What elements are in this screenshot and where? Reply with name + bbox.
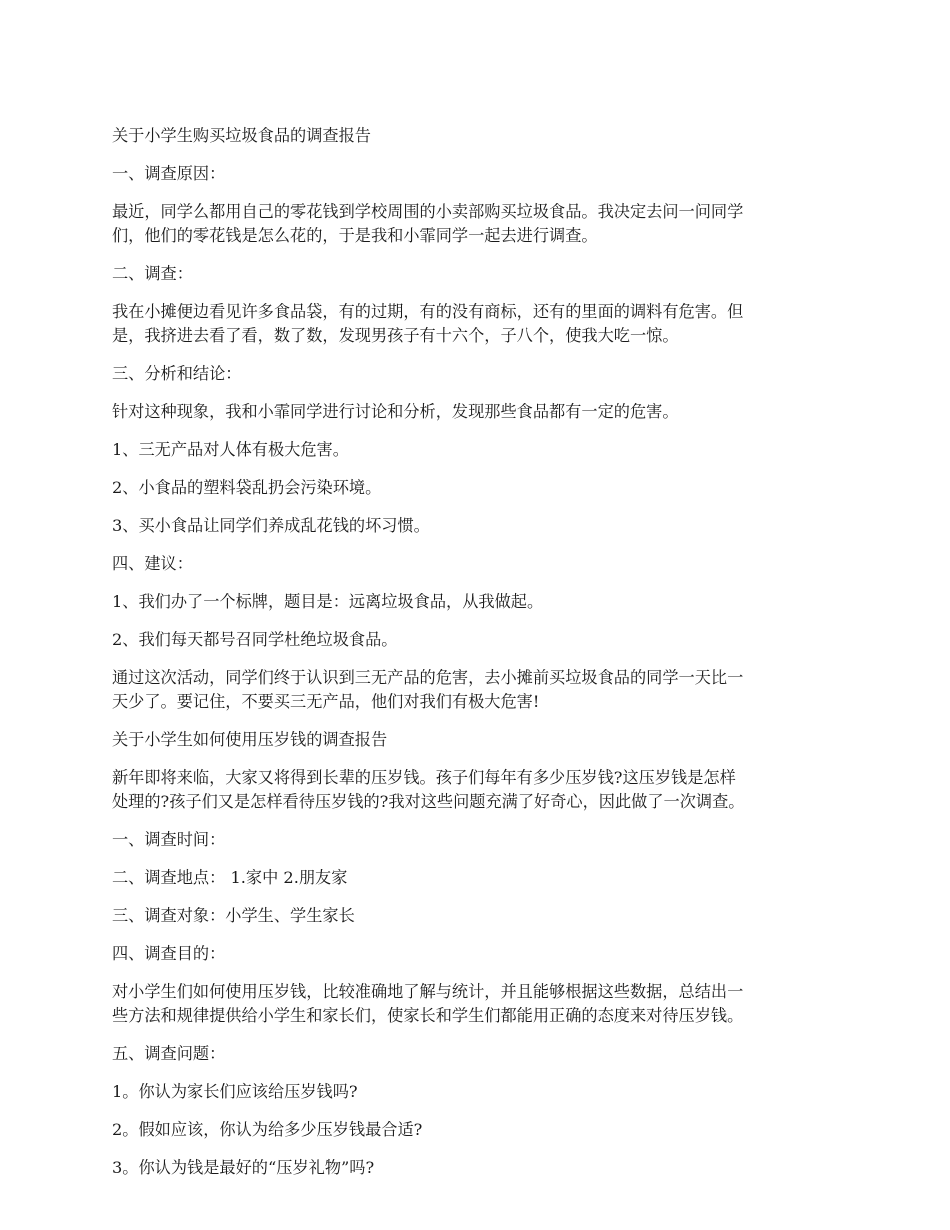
conclusion-line: 通过这次活动，同学们终于认识到三无产品的危害，去小摊前买垃圾食品的同学一天比一: [112, 668, 744, 687]
purpose-line: 对小学生们如何使用压岁钱，比较准确地了解与统计，并且能够根据这些数据，总结出一: [112, 982, 744, 1001]
list-item: 3、买小食品让同学们养成乱花钱的坏习惯。: [112, 516, 430, 535]
report1-title: 关于小学生购买垃圾食品的调查报告: [112, 126, 371, 145]
section3-intro: 针对这种现象，我和小霏同学进行讨论和分析，发现那些食品都有一定的危害。: [112, 402, 679, 421]
question-item: 1。你认为家长们应该给压岁钱吗?: [112, 1082, 358, 1101]
section2-paragraph: [112, 300, 842, 348]
conclusion-line: 天少了。要记住，不要买三无产品，他们对我们有极大危害!: [112, 692, 540, 711]
section2-line: 我在小摊便边看见许多食品袋，有的过期，有的没有商标，还有的里面的调料有危害。但: [112, 302, 744, 321]
intro-line: 处理的?孩子们又是怎样看待压岁钱的?我对这些问题充满了好奇心，因此做了一次调查。: [112, 792, 745, 811]
purpose-line: 些方法和规律提供给小学生和家长们，使家长和学生们都能用正确的态度来对待压岁钱。: [112, 1006, 744, 1025]
list-item: 2、我们每天都号召同学杜绝垃圾食品。: [112, 630, 398, 649]
section1-heading: 一、调查原因：: [112, 164, 226, 183]
section4-heading: 四、建议：: [112, 554, 193, 573]
purpose-paragraph: [112, 980, 842, 1028]
questions-heading: 五、调查问题：: [112, 1044, 226, 1063]
section2-heading: 二、调查：: [112, 264, 193, 283]
conclusion-paragraph: [112, 666, 842, 714]
section1-line: 们，他们的零花钱是怎么花的，于是我和小霏同学一起去进行调查。: [112, 226, 598, 245]
survey-subjects: 三、调查对象：小学生、学生家长: [112, 906, 355, 925]
list-item: 1、我们办了一个标牌，题目是：远离垃圾食品，从我做起。: [112, 592, 544, 611]
intro-line: 新年即将来临，大家又将得到长辈的压岁钱。孩子们每年有多少压岁钱?这压岁钱是怎样: [112, 768, 736, 787]
question-item: 3。你认为钱是最好的“压岁礼物”吗?: [112, 1158, 375, 1177]
section3-heading: 三、分析和结论：: [112, 364, 242, 383]
section1-paragraph: [112, 200, 842, 248]
section1-line: 最近，同学么都用自己的零花钱到学校周围的小卖部购买垃圾食品。我决定去问一问同学: [112, 202, 744, 221]
purpose-heading: 四、调查目的：: [112, 944, 226, 963]
report2-intro-paragraph: [112, 766, 842, 814]
report2-title: 关于小学生如何使用压岁钱的调查报告: [112, 730, 388, 749]
survey-time: 一、调查时间：: [112, 830, 226, 849]
survey-place: 二、调查地点： 1.家中 2.朋友家: [112, 868, 348, 887]
document-page: [112, 124, 842, 1194]
question-item: 2。假如应该，你认为给多少压岁钱最合适?: [112, 1120, 423, 1139]
section2-line: 是，我挤进去看了看，数了数，发现男孩子有十六个，子八个，使我大吃一惊。: [112, 326, 679, 345]
list-item: 2、小食品的塑料袋乱扔会污染环境。: [112, 478, 382, 497]
list-item: 1、三无产品对人体有极大危害。: [112, 440, 349, 459]
